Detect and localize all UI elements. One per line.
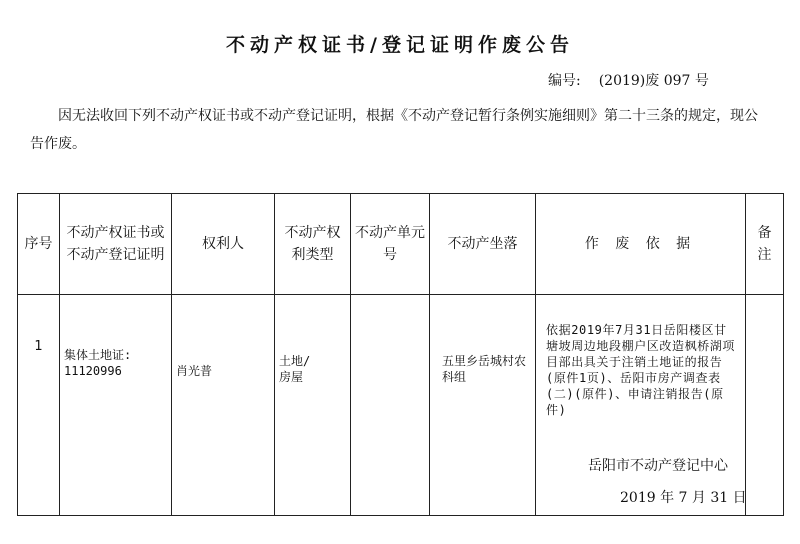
cell-cert	[60, 295, 172, 516]
cell-location: 五里乡岳城村农科组	[430, 295, 536, 516]
header-seq: 序号	[18, 194, 60, 295]
header-location: 不动产坐落	[430, 194, 536, 295]
doc-number-label: 编号:	[548, 73, 581, 89]
header-right-type: 不动产权利类型	[275, 194, 351, 295]
page-title: 不动产权证书/登记证明作废公告	[226, 34, 574, 56]
header-unit-no: 不动产单元号	[351, 194, 430, 295]
cell-unit-no	[351, 295, 430, 516]
issuer-name: 岳阳市不动产登记中心	[588, 458, 728, 474]
cell-cert-number: 11120996	[64, 364, 122, 378]
header-basis: 作 废 依 据	[536, 194, 746, 295]
header-remarks: 备 注	[746, 194, 784, 295]
cell-right-type-line2: 房屋	[279, 370, 304, 384]
cell-basis: 依据2019年7月31日岳阳楼区甘塘坡周边地段棚户区改造枫桥湖项目部出具关于注销土地证的报告(原件1页)、岳阳市房产调查表(二)(原件)、申请注销报告(原件)	[536, 295, 746, 516]
table-header-row	[18, 194, 784, 295]
cell-right-type-line1: 土地/	[279, 354, 311, 368]
cell-seq: 1	[18, 295, 60, 516]
header-owner: 权利人	[172, 194, 275, 295]
cell-right-type	[275, 295, 351, 516]
cell-owner: 肖光普	[172, 295, 275, 516]
doc-number	[548, 70, 709, 90]
table-row	[18, 295, 784, 516]
intro-paragraph: 因无法收回下列不动产权证书或不动产登记证明，根据《不动产登记暂行条例实施细则》第二十三条的规定，现公告作废。	[30, 108, 758, 152]
cell-remarks	[746, 295, 784, 516]
cell-cert-type: 集体土地证:	[64, 348, 132, 362]
issue-date: 2019 年 7 月 31 日	[620, 490, 747, 506]
header-cert: 不动产权证书或不动产登记证明	[60, 194, 172, 295]
doc-number-value: (2019)废 097 号	[598, 73, 709, 89]
